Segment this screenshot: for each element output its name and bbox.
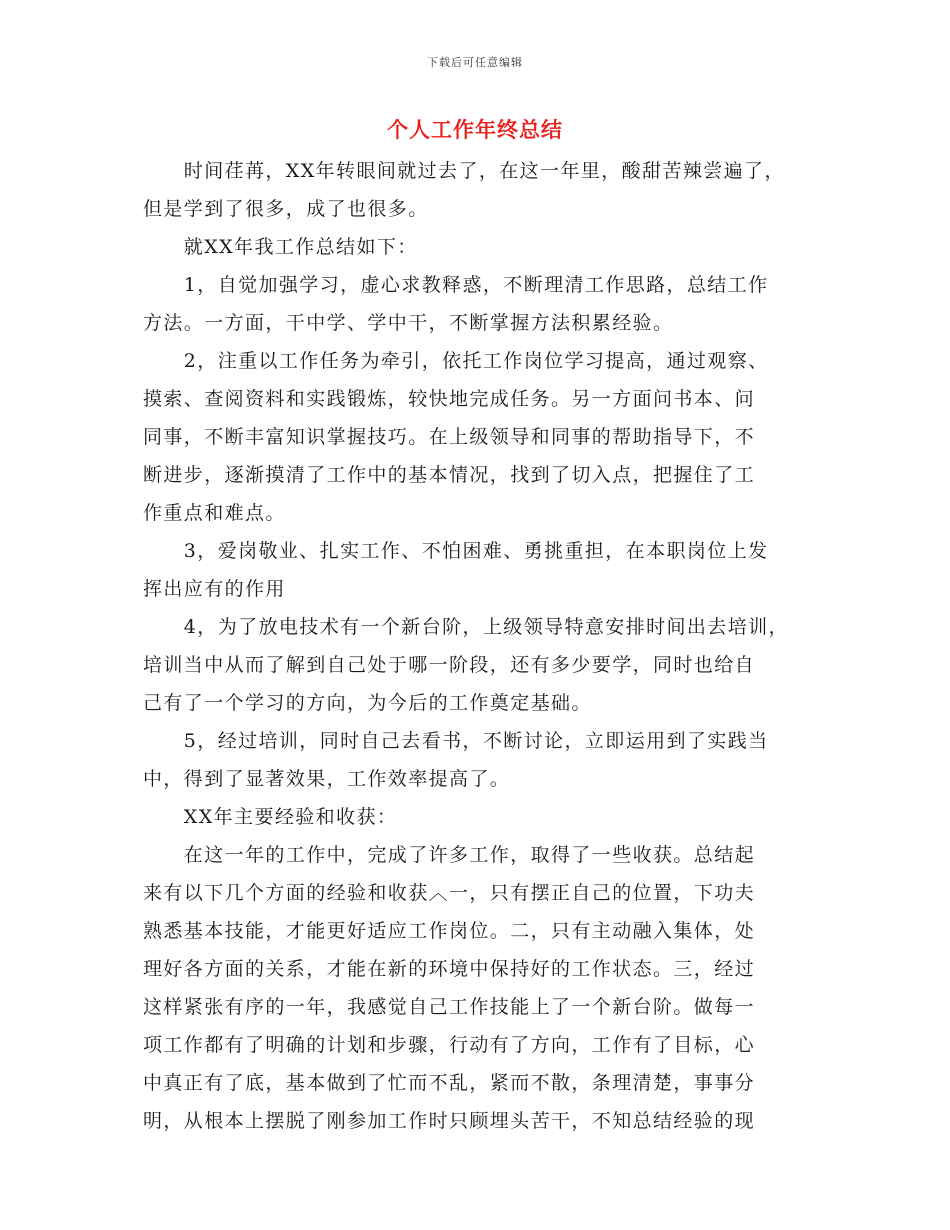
body-line: 培训当中从而了解到自己处于哪一阶段，还有多少要学，同时也给自: [143, 654, 756, 676]
body-line: 在这一年的工作中，完成了许多工作，取得了一些收获。总结起: [143, 844, 756, 866]
body-line: 理好各方面的关系，才能在新的环境中保持好的工作状态。三，经过: [143, 958, 756, 980]
body-line: 明，从根本上摆脱了刚参加工作时只顾埋头苦干，不知总结经验的现: [143, 1110, 756, 1132]
body-line: 2，注重以工作任务为牵引，依托工作岗位学习提高，通过观察、: [143, 350, 769, 372]
body-line: XX年主要经验和收获：: [143, 806, 398, 828]
body-line: 作重点和难点。: [143, 502, 286, 524]
body-line: 同事，不断丰富知识掌握技巧。在上级领导和同事的帮助指导下，不: [143, 426, 756, 448]
body-line: 时间荏苒，XX年转眼间就过去了，在这一年里，酸甜苦辣尝遍了，: [143, 160, 785, 182]
body-line: 中真正有了底，基本做到了忙而不乱，紧而不散，条理清楚，事事分: [143, 1072, 756, 1094]
body-line: 5，经过培训，同时自己去看书，不断讨论，立即运用到了实践当: [143, 730, 769, 752]
body-line: 来有以下几个方面的经验和收获︿一，只有摆正自己的位置，下功夫: [143, 882, 756, 904]
body-line: 挥出应有的作用: [143, 578, 286, 600]
body-line: 摸索、查阅资料和实践锻炼，较快地完成任务。另一方面问书本、问: [143, 388, 756, 410]
body-line: 1，自觉加强学习，虚心求教释惑，不断理清工作思路，总结工作: [143, 274, 769, 296]
body-line: 断进步，逐渐摸清了工作中的基本情况，找到了切入点，把握住了工: [143, 464, 756, 486]
body-line: 3，爱岗敬业、扎实工作、不怕困难、勇挑重担，在本职岗位上发: [143, 540, 769, 562]
document-title: 个人工作年终总结: [387, 118, 563, 142]
header-note: 下载后可任意编辑: [427, 56, 523, 69]
body-line: 中，得到了显著效果，工作效率提高了。: [143, 768, 511, 790]
body-line: 熟悉基本技能，才能更好适应工作岗位。二，只有主动融入集体，处: [143, 920, 756, 942]
body-line: 项工作都有了明确的计划和步骤，行动有了方向，工作有了目标，心: [143, 1034, 756, 1056]
body-line: 4，为了放电技术有一个新台阶，上级领导特意安排时间出去培训，: [143, 616, 789, 638]
body-line: 但是学到了很多，成了也很多。: [143, 198, 429, 220]
body-line: 方法。一方面，干中学、学中干，不断掌握方法积累经验。: [143, 312, 674, 334]
body-line: 就XX年我工作总结如下：: [143, 236, 418, 258]
body-line: 己有了一个学习的方向，为今后的工作奠定基础。: [143, 692, 592, 714]
body-line: 这样紧张有序的一年，我感觉自己工作技能上了一个新台阶。做每一: [143, 996, 756, 1018]
